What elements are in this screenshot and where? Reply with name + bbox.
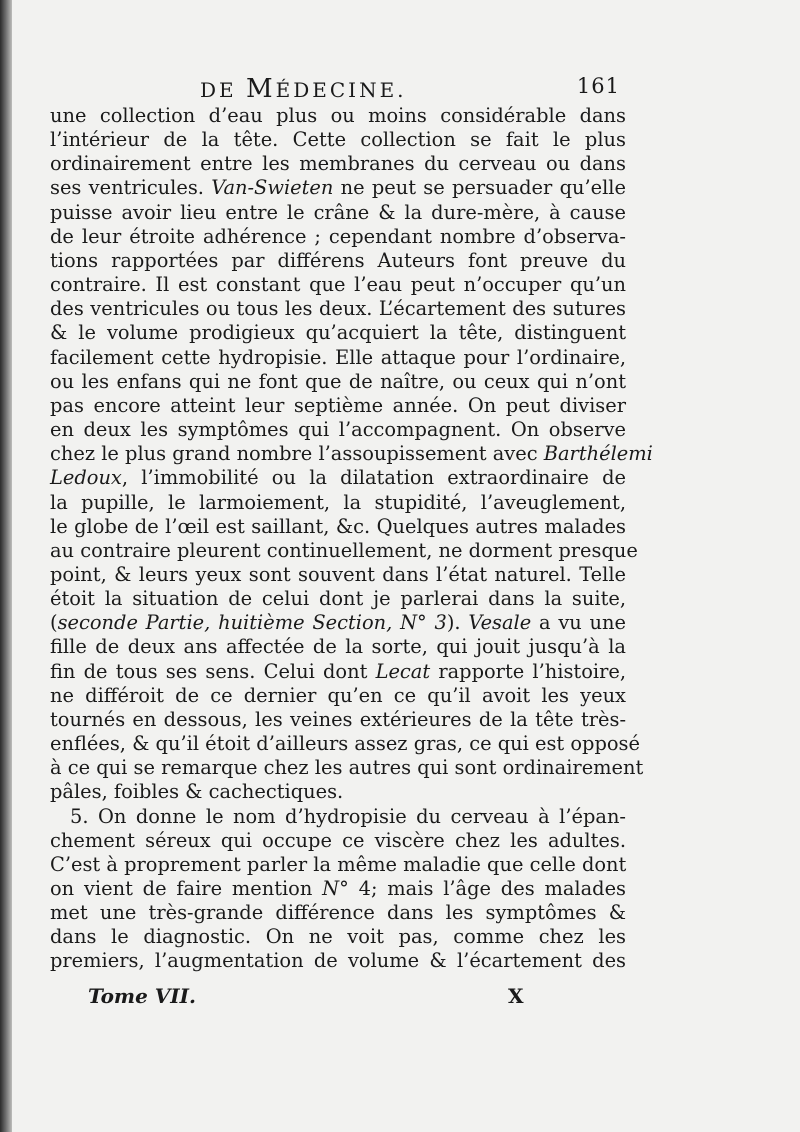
text-segment: contraire. Il est constant que l’eau peut n’occuper qu’un xyxy=(50,273,626,297)
text-line xyxy=(50,756,644,780)
text-segment: ordinairement entre les membranes du cerveau ou dans xyxy=(50,152,626,176)
text-line xyxy=(50,611,626,635)
text-line xyxy=(50,201,626,225)
text-line xyxy=(50,925,626,949)
text-segment: dans le diagnostic. On ne voit pas, comme chez les xyxy=(50,925,626,949)
text-segment: on vient de faire mention xyxy=(50,877,323,900)
italic-segment: Vesale xyxy=(468,611,532,635)
text-segment: une collection d’eau plus ou moins considérable dans xyxy=(50,104,626,127)
text-line xyxy=(50,491,626,515)
running-title xyxy=(200,74,407,104)
text-line xyxy=(50,660,626,684)
text-line xyxy=(50,346,626,370)
text-segment: rapporte l’histoire, xyxy=(430,659,626,683)
text-segment: facilement cette hydropisie. Elle attaque pour l’ordinaire, xyxy=(50,345,626,369)
text-segment: l’intérieur de la tête. Cette collection se fait le plus xyxy=(50,128,626,152)
text-segment: 5. On donne le nom d’hydropisie du cerveau à l’épan- xyxy=(70,804,626,828)
text-line xyxy=(50,249,626,273)
text-line xyxy=(50,128,626,152)
text-segment: met une très-grande différence dans les symptômes & xyxy=(50,901,626,925)
text-line xyxy=(50,466,626,490)
text-segment: ( xyxy=(50,611,58,635)
text-segment: ne peut se persuader qu’elle xyxy=(333,176,626,200)
text-segment: chement séreux qui occupe ce viscère chez les adultes. xyxy=(50,828,626,852)
italic-segment: Ledoux xyxy=(50,466,122,490)
signature-mark: X xyxy=(508,984,524,1008)
text-line xyxy=(50,877,626,901)
page-gutter-shadow xyxy=(0,0,12,1132)
page-header xyxy=(60,74,620,102)
text-segment: des ventricules ou tous les deux. L’écartement des sutures xyxy=(50,297,626,321)
text-segment: point, & leurs yeux sont souvent dans l’état naturel. Telle xyxy=(50,562,626,586)
text-line xyxy=(50,708,626,732)
text-line xyxy=(50,805,626,829)
running-title-prefix: DE xyxy=(200,78,246,102)
text-line xyxy=(50,901,626,925)
page-number: 161 xyxy=(576,74,620,98)
running-title-rest: ÉDECINE. xyxy=(275,78,407,102)
italic-segment: Lecat xyxy=(375,659,431,683)
italic-segment: seconde Partie, huitième Section, N° 3 xyxy=(57,611,447,635)
text-segment: fille de deux ans affectée de la sorte, qui jouit jusqu’à la xyxy=(50,635,626,659)
text-segment: , l’immobilité ou la dilatation extraordinaire de xyxy=(121,466,626,490)
text-segment: ou les enfans qui ne font que de naître, ou ceux qui n’ont xyxy=(50,369,626,393)
text-line xyxy=(50,587,626,611)
text-segment: tournés en dessous, les veines extérieures de la tête très- xyxy=(50,707,626,731)
text-line xyxy=(50,853,626,877)
text-segment: à ce qui se remarque chez les autres qui sont ordinairement xyxy=(50,756,644,780)
text-segment: tions rapportées par différens Auteurs font preuve du xyxy=(50,248,626,272)
text-line xyxy=(50,273,626,297)
text-segment: ses ventricules. xyxy=(50,176,212,200)
text-line xyxy=(50,225,626,249)
page-footer xyxy=(50,984,626,1014)
tome-label: Tome VII. xyxy=(88,984,196,1008)
text-segment: au contraire pleurent continuellement, ne dorment presque xyxy=(50,538,638,562)
text-line xyxy=(50,394,626,418)
body-text xyxy=(50,104,653,974)
text-line xyxy=(50,297,626,321)
text-segment: 4; mais l’âge des malades xyxy=(348,877,626,900)
text-segment: a vu une xyxy=(531,611,626,635)
text-segment: enflées, & qu’il étoit d’ailleurs assez gras, ce qui est opposé xyxy=(50,732,640,756)
text-segment: pâles, foibles & cachectiques. xyxy=(50,780,344,804)
text-segment: ne différoit de ce dernier qu’en ce qu’il avoit les yeux xyxy=(50,683,626,707)
text-segment: de leur étroite adhérence ; cependant nombre d’observa- xyxy=(50,224,626,248)
text-line xyxy=(50,949,626,973)
italic-segment: Barthélemi xyxy=(543,442,653,466)
text-segment: le globe de l’œil est saillant, &c. Quelques autres malades xyxy=(50,514,626,538)
text-line xyxy=(50,321,626,345)
text-line xyxy=(50,563,626,587)
text-line xyxy=(50,442,653,466)
text-segment: pas encore atteint leur septième année. On peut diviser xyxy=(50,393,626,417)
text-segment: chez le plus grand nombre l’assoupissement avec xyxy=(50,442,544,466)
text-segment: étoit la situation de celui dont je parlerai dans la suite, xyxy=(50,587,626,611)
text-line xyxy=(50,418,626,442)
text-segment: puisse avoir lieu entre le crâne & la dure-mère, à cause xyxy=(50,200,626,224)
text-segment: ). xyxy=(446,611,469,635)
text-line xyxy=(50,152,626,176)
text-line xyxy=(50,104,626,128)
text-segment: premiers, l’augmentation de volume & l’écartement des xyxy=(50,949,626,973)
running-title-initial: M xyxy=(246,74,276,104)
text-segment: fin de tous ses sens. Celui dont xyxy=(50,659,376,683)
text-segment: C’est à proprement parler la même maladie que celle dont xyxy=(50,852,627,876)
text-line xyxy=(50,635,626,659)
italic-segment: N° xyxy=(322,877,349,900)
italic-segment: Van-Swieten xyxy=(211,176,334,200)
text-line xyxy=(50,780,626,804)
text-segment: & le volume prodigieux qu’acquiert la tête, distinguent xyxy=(50,321,626,345)
text-segment: en deux les symptômes qui l’accompagnent. On observe xyxy=(50,418,626,442)
text-line xyxy=(50,829,626,853)
text-segment: la pupille, le larmoiement, la stupidité, l’aveuglement, xyxy=(50,490,626,514)
text-line xyxy=(50,732,640,756)
text-line xyxy=(50,370,626,394)
text-line xyxy=(50,176,626,200)
text-line xyxy=(50,515,626,539)
text-line xyxy=(50,538,638,563)
text-line xyxy=(50,684,626,708)
